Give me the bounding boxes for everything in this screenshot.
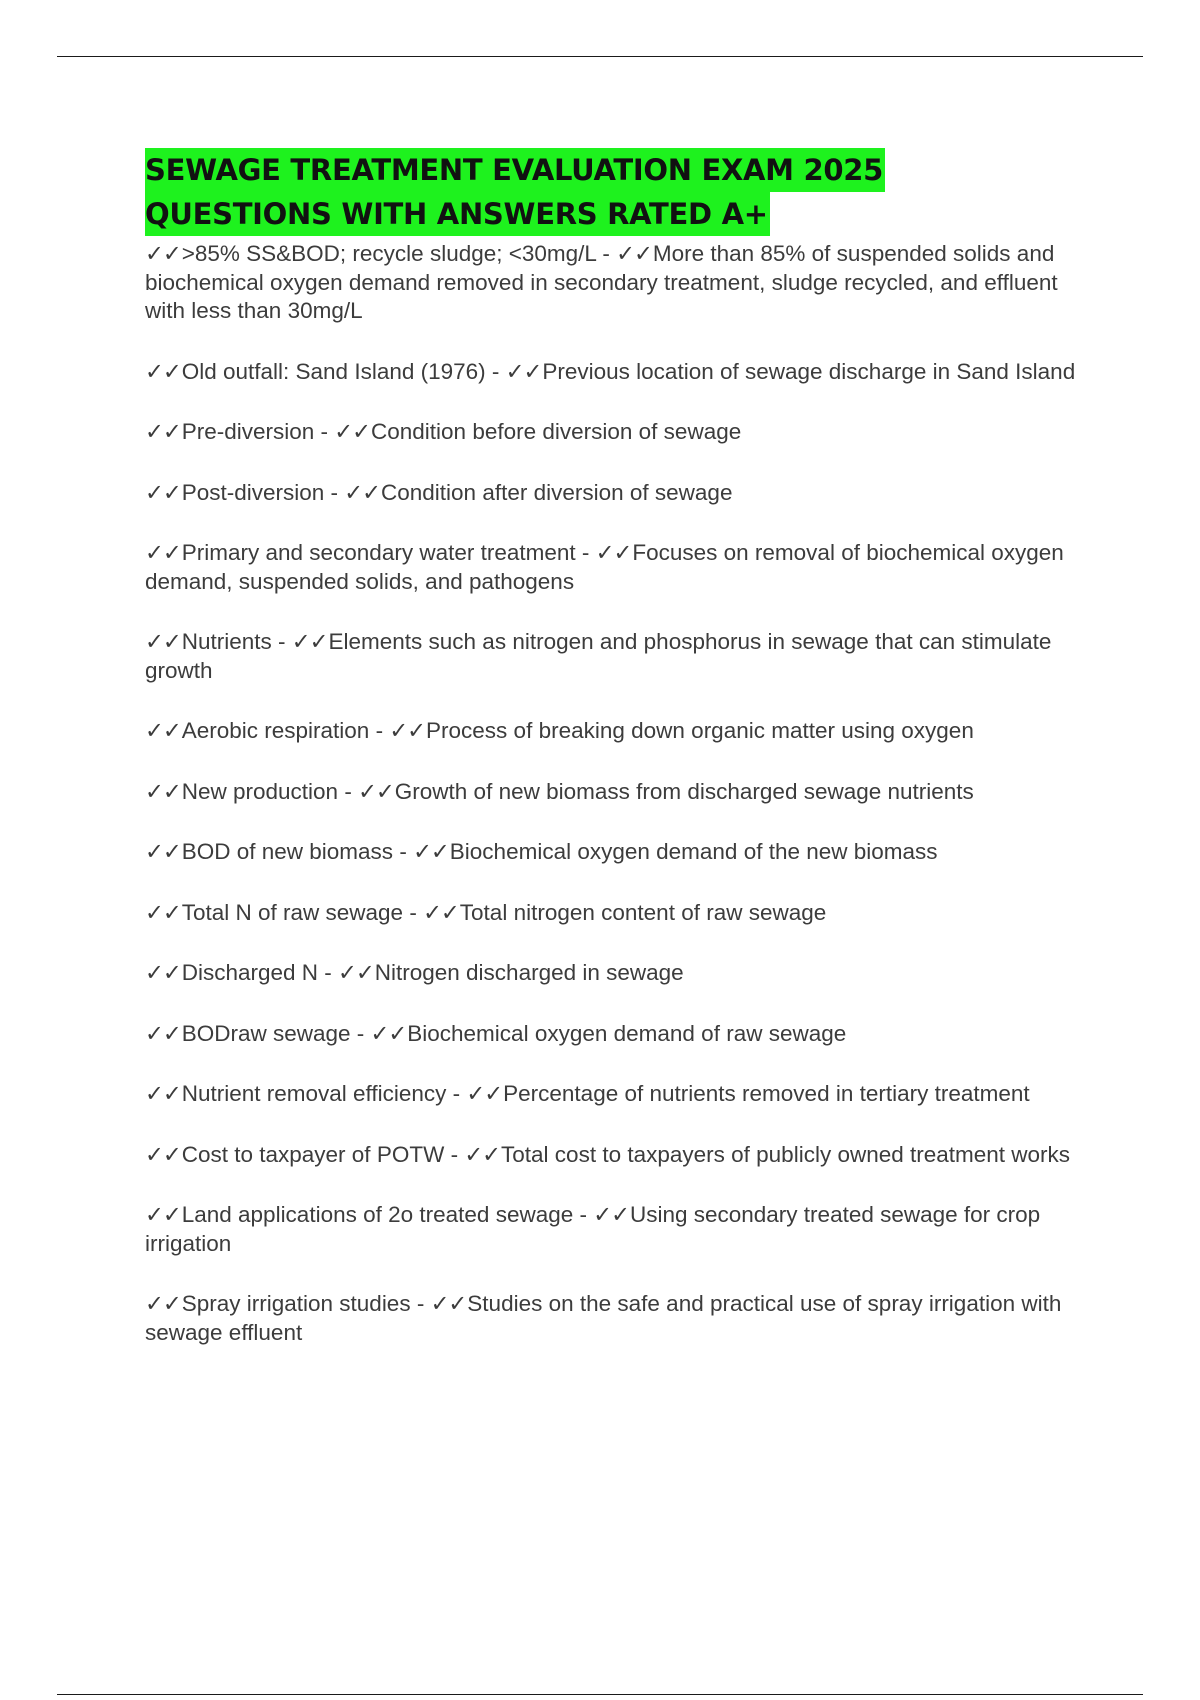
qa-separator: - [446,1081,467,1106]
qa-definition: Biochemical oxygen demand of raw sewage [407,1020,847,1046]
qa-definition: Condition after diversion of sewage [381,479,733,505]
qa-item [145,838,1095,867]
double-check-icon: ✓✓ [389,718,426,743]
double-check-icon: ✓✓ [145,629,181,654]
double-check-icon: ✓✓ [334,419,370,444]
qa-item [145,539,1095,596]
double-check-icon: ✓✓ [595,540,632,565]
qa-definition: Using secondary treated sewage for crop irrigation [145,1202,1041,1256]
double-check-icon: ✓✓ [423,899,459,925]
qa-term: >85% SS&BOD; recycle sludge; <30mg/L [181,241,597,266]
qa-item [145,1080,1095,1109]
qa-item [145,240,1095,326]
qa-definition: Biochemical oxygen demand of the new biomass [449,839,938,864]
qa-separator: - [575,540,596,565]
qa-term: BODraw sewage [181,1020,351,1046]
qa-separator: - [271,629,292,654]
qa-definition: Elements such as nitrogen and phosphorus in sewage that can stimulate growth [145,629,1052,683]
double-check-icon: ✓✓ [145,899,181,925]
double-check-icon: ✓✓ [145,540,181,565]
qa-separator: - [338,778,359,804]
qa-separator: - [596,241,617,266]
qa-term: Land applications of 2o treated sewage [181,1202,574,1227]
qa-term: Total N of raw sewage [181,899,404,925]
title-line-2: QUESTIONS WITH ANSWERS RATED A+ [145,192,770,236]
double-check-icon: ✓✓ [145,778,181,804]
qa-separator: - [350,1020,371,1046]
qa-separator: - [573,1202,594,1227]
qa-definition: More than 85% of suspended solids and biochemical oxygen demand removed in secondary treatment, sludge recycled, and effluent with less than 30mg/L [145,241,1058,323]
qa-item [145,899,1095,928]
qa-term: Nutrients [181,629,272,654]
double-check-icon: ✓✓ [145,479,181,505]
double-check-icon: ✓✓ [145,1141,181,1167]
qa-term: Spray irrigation studies [181,1291,411,1316]
qa-term: Post-diversion [181,479,325,505]
qa-definition: Studies on the safe and practical use of spray irrigation with sewage effluent [145,1291,1062,1345]
qa-term: Primary and secondary water treatment [181,540,576,565]
qa-definition: Percentage of nutrients removed in tertiary treatment [503,1081,1030,1106]
qa-separator: - [410,1291,431,1316]
qa-item [145,418,1095,447]
qa-definition: Condition before diversion of sewage [371,419,742,444]
qa-separator: - [324,479,345,505]
document-body [145,148,1095,1379]
qa-term: Aerobic respiration [181,718,370,743]
qa-term: Cost to taxpayer of POTW [181,1141,445,1167]
double-check-icon: ✓✓ [145,1202,181,1227]
qa-definition: Total cost to taxpayers of publicly owned treatment works [501,1141,1071,1167]
qa-separator: - [393,839,414,864]
qa-term: Pre-diversion [181,419,315,444]
qa-item [145,778,1095,807]
document-title [145,148,1095,236]
qa-item [145,1020,1095,1049]
double-check-icon: ✓✓ [505,358,542,384]
qa-definition: Previous location of sewage discharge in Sand Island [542,358,1076,384]
qa-item [145,358,1095,387]
top-rule [57,56,1143,57]
double-check-icon: ✓✓ [593,1202,629,1227]
double-check-icon: ✓✓ [464,1141,501,1167]
qa-term: Discharged N [181,960,319,985]
double-check-icon: ✓✓ [145,960,181,985]
bottom-rule [57,1694,1143,1695]
qa-definition: Nitrogen discharged in sewage [374,960,684,985]
qa-item [145,1201,1095,1258]
double-check-icon: ✓✓ [344,479,380,505]
qa-separator: - [403,899,424,925]
double-check-icon: ✓✓ [145,358,181,384]
double-check-icon: ✓✓ [413,839,449,864]
double-check-icon: ✓✓ [430,1291,467,1316]
qa-separator: - [318,960,339,985]
double-check-icon: ✓✓ [291,629,328,654]
qa-item [145,479,1095,508]
double-check-icon: ✓✓ [145,1081,181,1106]
double-check-icon: ✓✓ [370,1020,407,1046]
qa-item [145,1290,1095,1347]
qa-definition: Process of breaking down organic matter using oxygen [426,718,974,743]
double-check-icon: ✓✓ [145,419,181,444]
qa-term: BOD of new biomass [181,839,394,864]
qa-term: Old outfall: Sand Island (1976) [181,358,486,384]
qa-item [145,628,1095,685]
qa-separator: - [444,1141,465,1167]
qa-term: New production [181,778,339,804]
qa-list [145,240,1095,1347]
double-check-icon: ✓✓ [145,718,181,743]
qa-item [145,1141,1095,1170]
double-check-icon: ✓✓ [466,1081,503,1106]
qa-definition: Total nitrogen content of raw sewage [459,899,827,925]
qa-separator: - [485,358,506,384]
double-check-icon: ✓✓ [358,778,394,804]
title-line-1: SEWAGE TREATMENT EVALUATION EXAM 2025 [145,148,885,192]
double-check-icon: ✓✓ [145,1020,181,1046]
qa-item [145,959,1095,988]
qa-definition: Focuses on removal of biochemical oxygen demand, suspended solids, and pathogens [145,540,1064,594]
qa-separator: - [314,419,335,444]
double-check-icon: ✓✓ [616,241,652,266]
qa-term: Nutrient removal efficiency [181,1081,447,1106]
double-check-icon: ✓✓ [145,1291,181,1316]
qa-separator: - [369,718,390,743]
qa-item [145,717,1095,746]
double-check-icon: ✓✓ [145,839,181,864]
qa-definition: Growth of new biomass from discharged sewage nutrients [394,778,974,804]
double-check-icon: ✓✓ [145,241,181,266]
double-check-icon: ✓✓ [338,960,374,985]
